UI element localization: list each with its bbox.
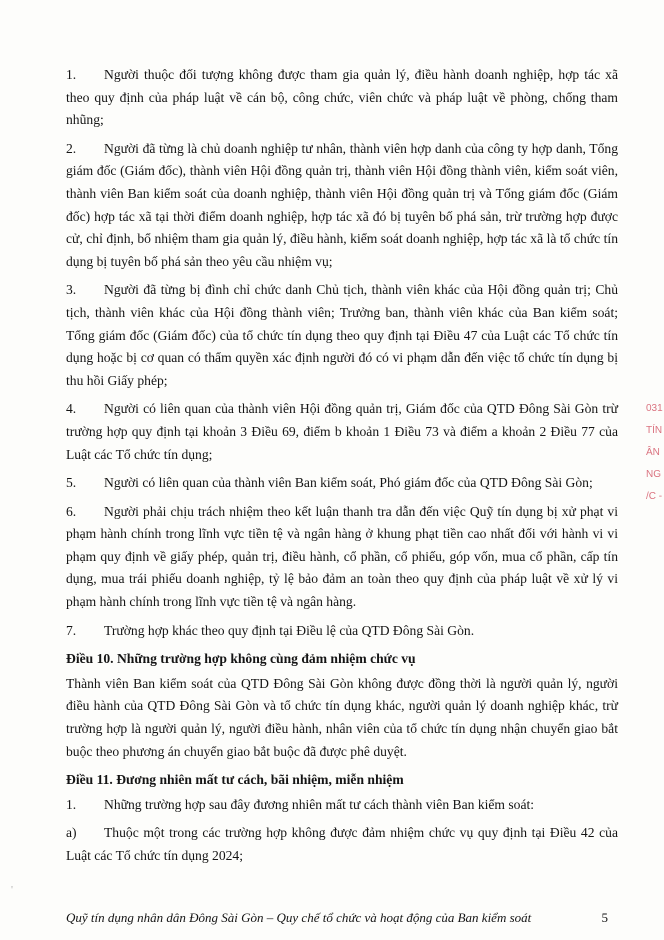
stamp-line: ÂN [646,447,660,458]
paragraph-text: Người phải chịu trách nhiệm theo kết luận thanh tra dẫn đến việc Quỹ tín dụng bị xử phạt vi phạm hành chính trong lĩnh vực tiền tệ và ngân hàng ở khung phạt tiền cao nhất đối với hành vi vi phạm quy định về giấy phép, quản trị, điều hành, cổ phần, cổ phiếu, góp vốn, mua cổ phần, cấp tín dụng, mua trái phiếu doanh nghiệp, tỷ lệ bảo đảm an toàn theo quy định của pháp luật về xử lý vi phạm hành chính trong lĩnh vực tiền tệ và ngân hàng. [66,503,618,610]
page-number: 5 [601,910,608,925]
stamp-fragment [646,398,664,548]
paragraph-text: Người thuộc đối tượng không được tham gia quản lý, điều hành doanh nghiệp, hợp tác xã theo quy định của pháp luật về cán bộ, công chức, viên chức và pháp luật về phòng, chống tham nhũng; [66,67,618,128]
list-item [66,620,618,643]
list-item [66,472,618,495]
paragraph-text: Người đã từng bị đình chỉ chức danh Chủ tịch, thành viên khác của Hội đồng quản trị; Chủ tịch, thành viên khác của Hội đồng thành viên; Trưởng ban, thành viên khác của Ban kiểm soát; Tổng giám đốc (Giám đốc) của tổ chức tín dụng theo quy định tại Điều 47 của Luật các Tổ chức tín dụng hoặc bị cơ quan có thẩm quyền xác định người đó có vi phạm dẫn đến việc tổ chức tín dụng bị thu hồi Giấy phép; [66,282,618,388]
page-footer [66,910,618,930]
paragraph: Thành viên Ban kiểm soát của QTD Đông Sài Gòn không được đồng thời là người quản lý, người điều hành của QTD Đông Sài Gòn và tổ chức tín dụng khác, người quản lý doanh nghiệp khác, trừ trường hợp là người quản lý, người điều hành, nhân viên của tổ chức tín dụng nhận chuyển giao bắt buộc theo phương án chuyển giao bắt buộc đã được phê duyệt. [66,675,618,759]
section-heading: Điều 11. Đương nhiên mất tư cách, bãi nhiệm, miễn nhiệm [66,772,404,788]
list-item [66,398,618,466]
paragraph-text: Trường hợp khác theo quy định tại Điều lệ của QTD Đông Sài Gòn. [104,622,475,638]
margin-mark: ' [11,884,13,896]
paragraph-text: Những trường hợp sau đây đương nhiên mất tư cách thành viên Ban kiểm soát: [104,796,535,812]
item-number: 7. [66,622,77,638]
item-number: 5. [66,475,77,491]
stamp-line: /C - [646,491,663,502]
item-number: 6. [66,503,77,519]
footer-text: Quỹ tín dụng nhân dân Đông Sài Gòn – Quy chế tổ chức và hoạt động của Ban kiểm soát [66,910,532,925]
paragraph-text: Người có liên quan của thành viên Hội đồng quản trị, Giám đốc của QTD Đông Sài Gòn trừ trường hợp quy định tại khoản 3 Điều 69, điểm b khoản 1 Điều 73 và điểm a khoản 2 Điều 77 của Luật các Tổ chức tín dụng; [66,401,618,462]
paragraph-text: Thuộc một trong các trường hợp không được đảm nhiệm chức vụ quy định tại Điều 42 của Luật các Tổ chức tín dụng 2024; [66,825,618,863]
stamp-line: NG [646,469,661,480]
section-heading: Điều 10. Những trường hợp không cùng đảm nhiệm chức vụ [66,651,416,667]
paragraph-text: Người có liên quan của thành viên Ban kiểm soát, Phó giám đốc của QTD Đông Sài Gòn; [104,475,593,491]
list-item [66,794,618,817]
list-item [66,822,618,867]
list-item [66,501,618,614]
item-number: 1. [66,67,77,82]
item-number: 1. [66,796,77,812]
document-body [66,64,618,874]
stamp-line: 031 [646,403,663,414]
list-item [66,64,618,132]
item-number: 3. [66,282,77,298]
item-number: 2. [66,140,77,156]
item-number: 4. [66,401,77,417]
paragraph-text: Người đã từng là chủ doanh nghiệp tư nhân, thành viên hợp danh của công ty hợp danh, Tổng giám đốc (Giám đốc), thành viên Hội đồng quản trị, thành viên Hội đồng thành viên, kiểm soát viên, thành viên Ban kiểm soát của doanh nghiệp, thành viên Hội đồng quản trị và Tổng giám đốc (Giám đốc) hợp tác xã tại thời điểm doanh nghiệp, hợp tác xã đó bị tuyên bố phá sản, trừ trường hợp được cử, chỉ định, bổ nhiệm tham gia quản lý, điều hành, kiểm soát doanh nghiệp, hợp tác xã là tổ chức tín dụng bị tuyên bố phá sản theo yêu cầu nhiệm vụ; [66,140,618,269]
stamp-line: TÍN [646,425,663,436]
list-item [66,279,618,392]
list-item [66,138,618,274]
item-number: a) [66,825,77,841]
